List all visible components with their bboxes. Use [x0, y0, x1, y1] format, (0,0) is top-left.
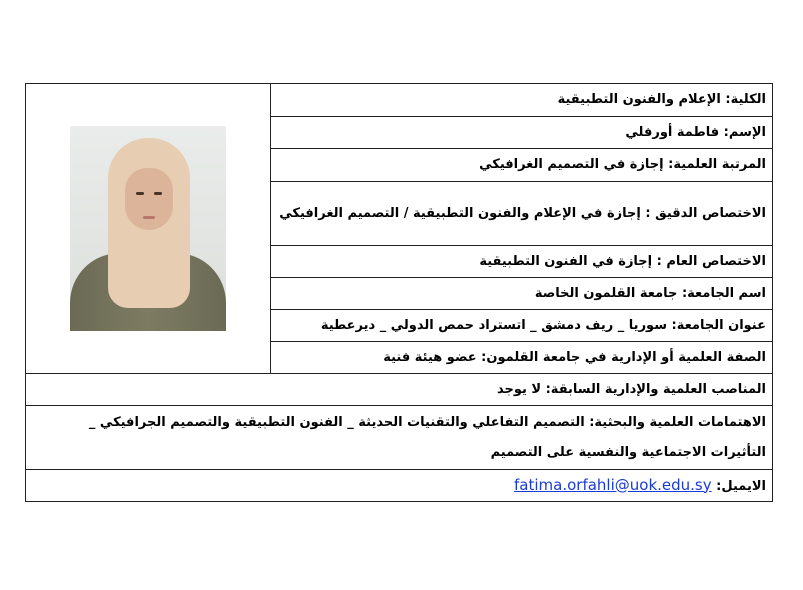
profile-photo: [70, 126, 226, 331]
faculty-cell: [271, 84, 773, 117]
position-label: الصفة العلمية أو الإدارية في جامعة القلمون:: [481, 349, 766, 365]
faculty-label: الكلية:: [725, 92, 766, 107]
interests-cell: [26, 406, 773, 470]
position-cell: [271, 342, 773, 374]
profile-table: [25, 83, 773, 502]
address-cell: [271, 310, 773, 342]
interests-label: الاهتمامات العلمية والبحثية:: [589, 414, 766, 430]
email-link[interactable]: fatima.orfahli@uok.edu.sy: [514, 475, 712, 494]
photo-cell: [26, 84, 271, 374]
general-cell: [271, 246, 773, 278]
general-label: الاختصاص العام :: [656, 253, 766, 269]
specialization-value: إجازة في الإعلام والفنون التطبيقية / التصميم الغرافيكي: [279, 205, 641, 221]
previous-label: المناصب العلمية والإدارية السابقة:: [545, 381, 766, 397]
name-label: الإسم:: [723, 124, 766, 140]
interests-value: التصميم التفاعلي والتقنيات الحديثة _ الفنون التطبيقية والتصميم الجرافيكي _ التأثيرات الاجتماعية والنفسية على التصميم: [88, 414, 766, 460]
email-label: الايميل:: [716, 478, 766, 494]
position-value: عضو هيئة فنية: [383, 349, 477, 365]
university-value: جامعة القلمون الخاصة: [534, 285, 678, 301]
previous-value: لا يوجد: [496, 381, 542, 397]
address-value: سوريا _ ريف دمشق _ اتستراد حمص الدولي _ ديرعطية: [320, 317, 667, 333]
name-value: فاطمة أورفلي: [625, 124, 720, 140]
specialization-cell: [271, 182, 773, 246]
faculty-value: الإعلام والفنون التطبيقية: [557, 92, 721, 107]
general-value: إجازة في الفنون التطبيقية: [479, 253, 653, 269]
rank-label: المرتبة العلمية:: [668, 157, 766, 172]
name-cell: [271, 117, 773, 149]
rank-value: إجازة في التصميم الغرافيكي: [479, 157, 664, 172]
university-cell: [271, 278, 773, 310]
address-label: عنوان الجامعة:: [671, 317, 766, 333]
email-cell: [26, 470, 773, 502]
university-label: اسم الجامعة:: [681, 285, 766, 301]
previous-cell: [26, 374, 773, 406]
rank-cell: [271, 149, 773, 182]
specialization-label: الاختصاص الدقيق :: [645, 205, 766, 221]
